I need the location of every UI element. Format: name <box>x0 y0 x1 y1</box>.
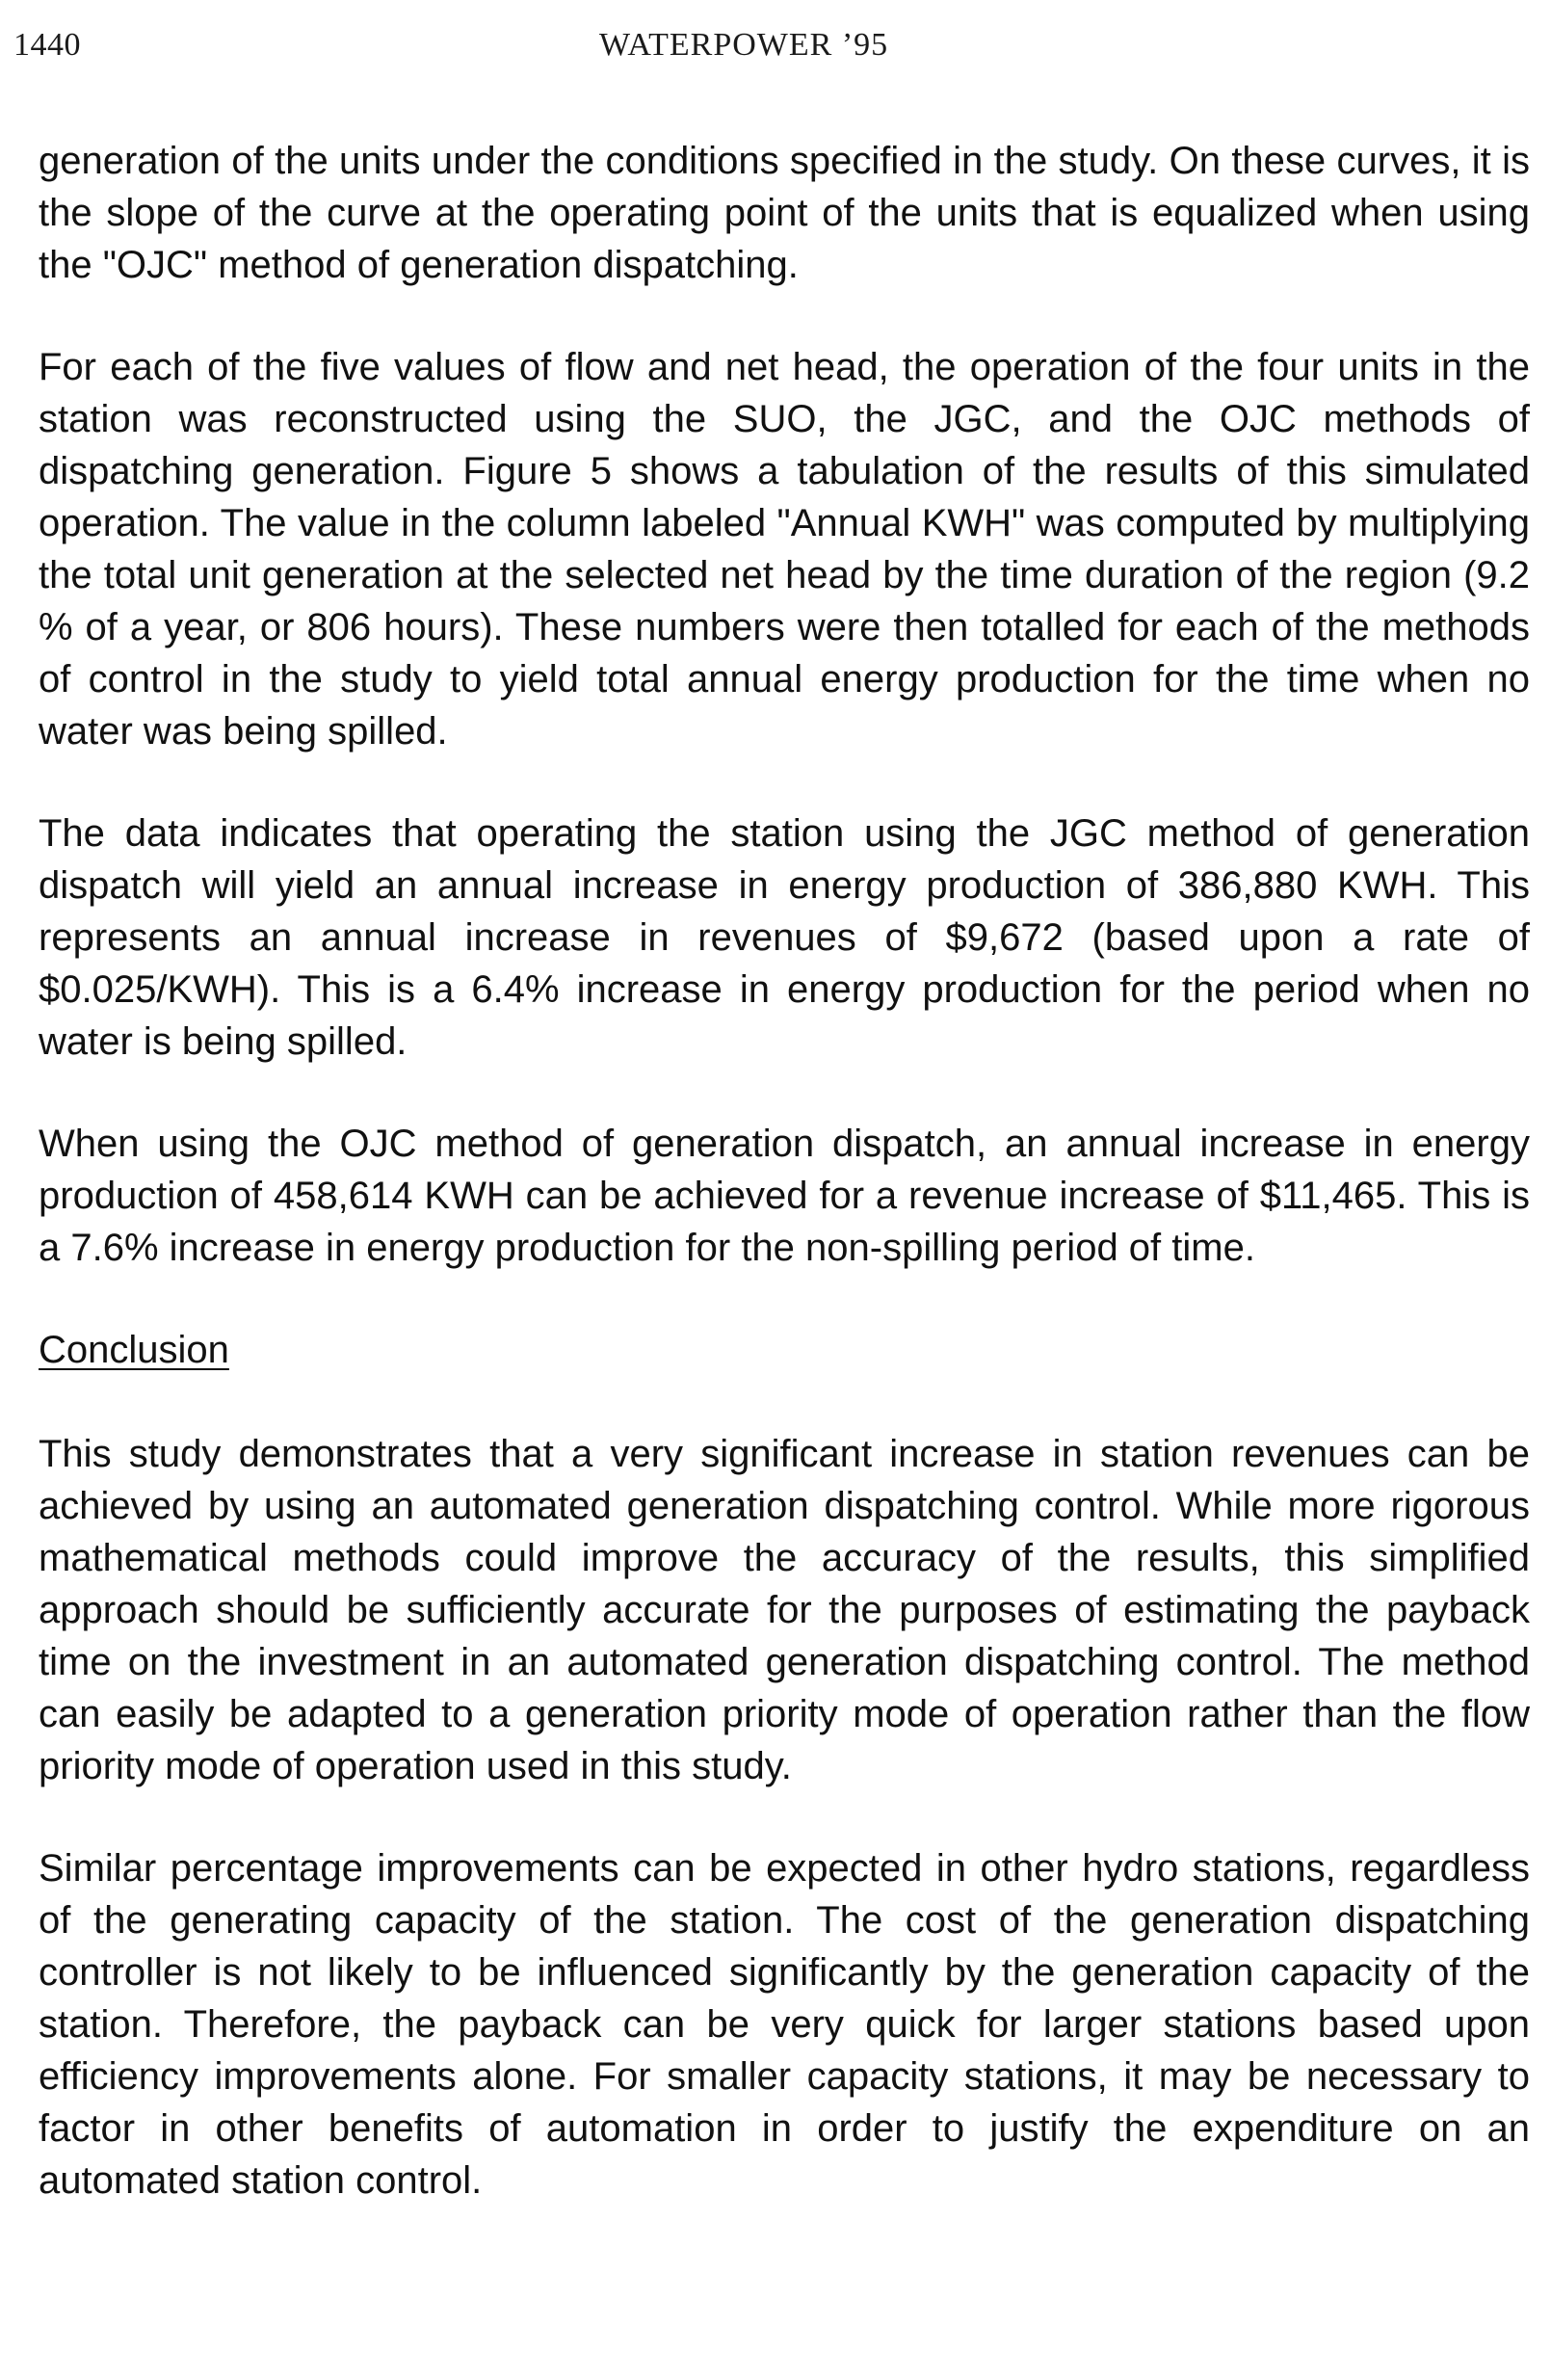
paragraph-simulation-method: For each of the five values of flow and net head, the operation of the four units in the station was reconstructed using the SUO, the JGC, and the OJC methods of dispatching generation. Figure 5 shows a tabulation of the results of this simulated operation. The value in the column labeled "Annual KWH" was computed by multiplying the total unit generation at the selected net head by the time duration of the region (9.2 % of a year, or 806 hours). These numbers were then totalled for each of the methods of control in the study to yield total annual energy production for the time when no water was being spilled. <box>39 346 1530 753</box>
paragraph-jgc-results: The data indicates that operating the station using the JGC method of generation dispatch will yield an annual increase in energy production of 386,880 KWH. This represents an annual increase in revenues of $9,672 (based upon a rate of $0.025/KWH). This is a 6.4% increase in energy production for the period when no water is being spilled. <box>39 812 1530 1063</box>
paragraph-ojc-slope: generation of the units under the conditions specified in the study. On these curves, it is the slope of the curve at the operating point of the units that is equalized when using the "OJC" method of generation dispatching. <box>39 140 1530 286</box>
conclusion-heading: Conclusion <box>39 1329 229 1371</box>
paragraph-conclusion-study: This study demonstrates that a very significant increase in station revenues can be achieved by using an automated generation dispatching control. While more rigorous mathematical methods could improve the accuracy of the results, this simplified approach should be sufficiently accurate for the purposes of estimating the payback time on the investment in an automated generation dispatching control. The method can easily be adapted to a generation priority mode of operation rather than the flow priority mode of operation used in this study. <box>39 1433 1530 1787</box>
page-header <box>0 27 1551 75</box>
page-number: 1440 <box>13 27 81 63</box>
paragraph-ojc-results: When using the OJC method of generation dispatch, an annual increase in energy production of 458,614 KWH can be achieved for a revenue increase of $11,465. This is a 7.6% increase in energy production for the non-spilling period of time. <box>39 1123 1530 1269</box>
body-text <box>39 135 1530 2257</box>
running-title: WATERPOWER ’95 <box>599 27 889 63</box>
paragraph-conclusion-payback: Similar percentage improvements can be expected in other hydro stations, regardless of the generating capacity of the station. The cost of the generation dispatching controller is not likely to be influenced significantly by the generation capacity of the station. Therefore, the payback can be very quick for larger stations based upon efficiency improvements alone. For smaller capacity stations, it may be necessary to factor in other benefits of automation in order to justify the expenditure on an automated station control. <box>39 1847 1530 2202</box>
